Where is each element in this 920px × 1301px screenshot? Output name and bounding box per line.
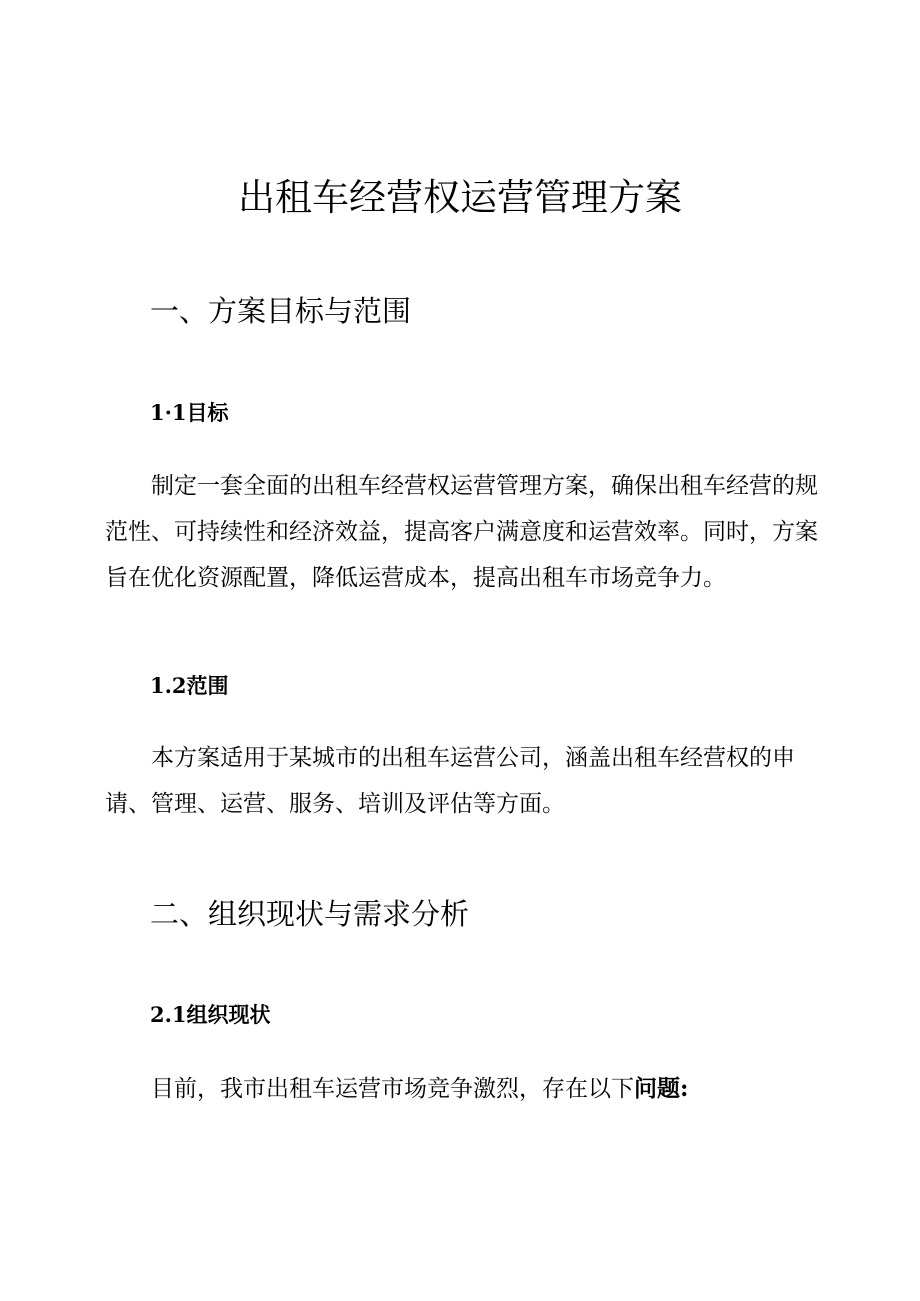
subsection-1-1-heading: 1·1目标 xyxy=(150,400,229,425)
subsection-2-1-paragraph xyxy=(105,1066,827,1112)
subsection-1-2-heading: 1.2范围 xyxy=(150,673,229,698)
subsection-2-1-heading: 2.1组织现状 xyxy=(150,1002,271,1027)
section-1-heading: 一、方案目标与范围 xyxy=(150,294,412,328)
subsection-1-2-paragraph: 本方案适用于某城市的出租车运营公司，涵盖出租车经营权的申请、管理、运营、服务、培训及评估等方面。 xyxy=(105,745,795,817)
paragraph-bold-text: 问题: xyxy=(634,1075,689,1102)
subsection-1-1-paragraph: 制定一套全面的出租车经营权运营管理方案，确保出租车经营的规范性、可持续性和经济效益，提高客户满意度和运营效率。同时，方案旨在优化资源配置，降低运营成本，提高出租车市场竞争力。 xyxy=(105,473,818,591)
section-2-heading: 二、组织现状与需求分析 xyxy=(150,897,470,931)
document-title: 出租车经营权运营管理方案 xyxy=(238,176,682,219)
paragraph-text: 目前，我市出租车运营市场竞争激烈，存在以下 xyxy=(151,1076,634,1102)
